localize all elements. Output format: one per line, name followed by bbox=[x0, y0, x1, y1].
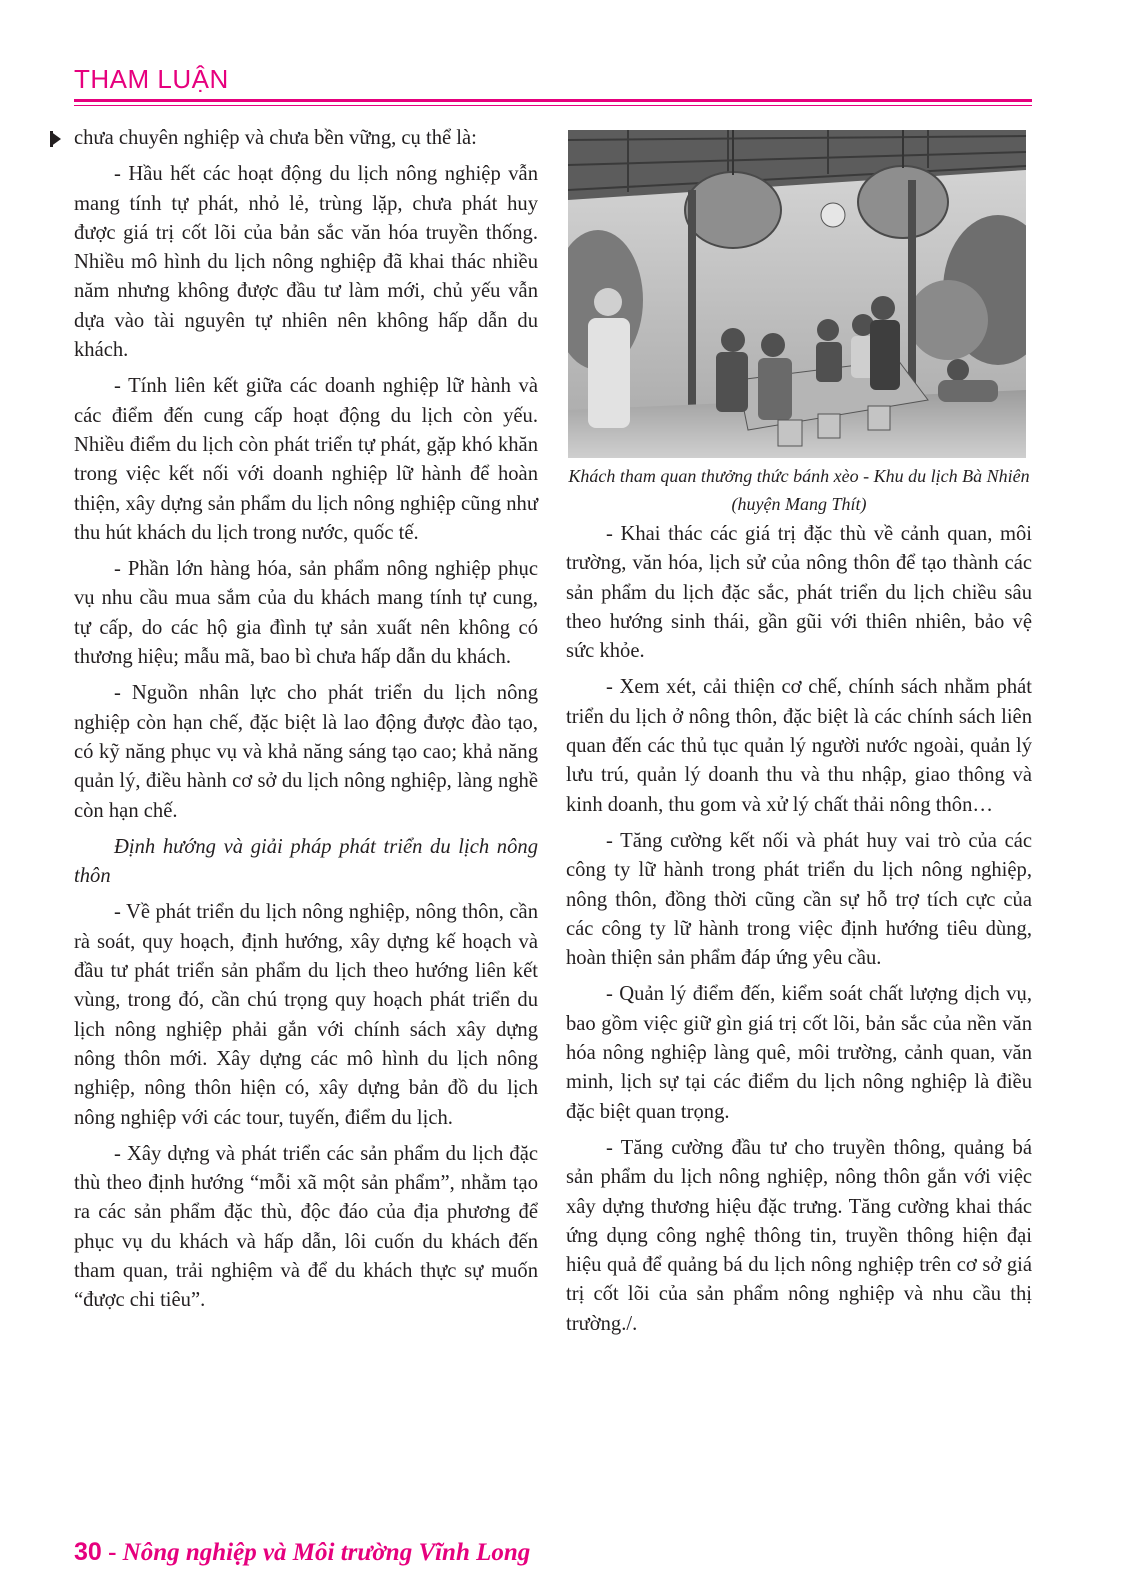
continuation-arrow-icon bbox=[50, 131, 61, 147]
paragraph: chưa chuyên nghiệp và chưa bền vững, cụ thể là: bbox=[74, 127, 477, 149]
footer-separator: - bbox=[101, 1539, 123, 1566]
subheading: Định hướng và giải pháp phát triển du lịch nông thôn bbox=[74, 835, 538, 888]
paragraph: - Về phát triển du lịch nông nghiệp, nông thôn, cần rà soát, quy hoạch, định hướng, xây dựng kế hoạch và đầu tư phát triển sản phẩm du lịch theo hướng liên kết vùng, trong đó, cần chú trọng quy hoạch phát triển du lịch nông nghiệp phải gắn với chính sách xây dựng nông thôn mới. Xây dựng các mô hình du lịch nông nghiệp, nông thôn hiện có, xây dựng bản đồ du lịch nông nghiệp với các tour, tuyến, điểm du lịch. bbox=[74, 901, 538, 1129]
header-rule-thin bbox=[74, 105, 1032, 106]
paragraph: - Khai thác các giá trị đặc thù về cảnh quan, môi trường, văn hóa, lịch sử của nông thôn để tạo thành các sản phẩm du lịch đặc sắc, phát triển du lịch chiều sâu theo hướng sinh thái, gần gũi với thiên nhiên, bảo vệ sức khỏe. bbox=[566, 523, 1032, 663]
magazine-name: Nông nghiệp và Môi trường Vĩnh Long bbox=[122, 1539, 531, 1566]
page-footer bbox=[74, 1538, 530, 1567]
paragraph: - Xây dựng và phát triển các sản phẩm du lịch đặc thù theo định hướng “mỗi xã một sản phẩm”, nhằm tạo ra các sản phẩm đặc thù, độc đáo của địa phương để phục vụ du khách và hấp dẫn, lôi cuốn du khách đến tham quan, trải nghiệm và để du khách thực sự muốn “được chi tiêu”. bbox=[74, 1142, 538, 1312]
paragraph: - Phần lớn hàng hóa, sản phẩm nông nghiệp phục vụ nhu cầu mua sắm của du khách mang tính tự cung, tự cấp, do các hộ gia đình tự sản xuất nên không có thương hiệu; mẫu mã, bao bì chưa hấp dẫn du khách. bbox=[74, 558, 538, 669]
right-column bbox=[566, 520, 1032, 1346]
paragraph: - Hầu hết các hoạt động du lịch nông nghiệp vẫn mang tính tự phát, nhỏ lẻ, trùng lặp, chưa phát huy được giá trị cốt lõi của bản sắc văn hóa truyền thống. Nhiều mô hình du lịch nông nghiệp đã khai thác nhiều năm nhưng không được đầu tư làm mới, chủ yếu vẫn dựa vào tài nguyên tự nhiên nên không hấp dẫn du khách. bbox=[74, 163, 538, 362]
paragraph: - Tăng cường đầu tư cho truyền thông, quảng bá sản phẩm du lịch nông nghiệp, nông thôn gắn với việc xây dựng thương hiệu đặc trưng. Tăng cường khai thác ứng dụng công nghệ thông tin, truyền thông hiện đại hiệu quả để quảng bá du lịch nông nghiệp trên cơ sở giá trị cốt lõi của sản phẩm nông nghiệp và nhu cầu thị trường./. bbox=[566, 1136, 1032, 1335]
paragraph: - Tăng cường kết nối và phát huy vai trò của các công ty lữ hành trong phát triển du lịch nông nghiệp, nông thôn, đồng thời cũng cần sự hỗ trợ tích cực của các công ty lữ hành trong việc định hướng tiêu dùng, hoàn thiện sản phẩm đáp ứng yêu cầu. bbox=[566, 829, 1032, 970]
section-title: THAM LUẬN bbox=[74, 64, 229, 94]
paragraph: - Nguồn nhân lực cho phát triển du lịch nông nghiệp còn hạn chế, đặc biệt là lao động được đào tạo, có kỹ năng phục vụ và khả năng sáng tạo cao; khả năng quản lý, điều hành cơ sở du lịch nông nghiệp, làng nghề còn hạn chế. bbox=[74, 682, 538, 822]
left-column bbox=[74, 124, 538, 1323]
paragraph: - Quản lý điểm đến, kiểm soát chất lượng dịch vụ, bao gồm việc giữ gìn giá trị cốt lõi, bản sắc của nền văn hóa nông nghiệp làng quê, môi trường, cảnh quan, văn minh, lịch sự tại các điểm du lịch nông nghiệp là điều đặc biệt quan trọng. bbox=[566, 983, 1032, 1123]
photo-illustration bbox=[568, 130, 1026, 458]
photo-caption: Khách tham quan thưởng thức bánh xèo - Khu du lịch Bà Nhiên (huyện Mang Thít) bbox=[568, 466, 1030, 514]
paragraph: - Tính liên kết giữa các doanh nghiệp lữ hành và các điểm đến cung cấp hoạt động du lịch còn yếu. Nhiều điểm du lịch còn phát triển tự phát, gặp khó khăn trong việc kết nối với doanh nghiệp lữ hành để hoàn thiện, xây dựng sản phẩm du lịch nông nghiệp cũng như thu hút khách du lịch trong nước, quốc tế. bbox=[74, 375, 538, 544]
paragraph: - Xem xét, cải thiện cơ chế, chính sách nhằm phát triển du lịch ở nông thôn, đặc biệt là các chính sách liên quan đến các thủ tục quản lý người nước ngoài, quản lý lưu trú, quản lý doanh thu và thu nhập, giao thông và kinh doanh, thu gom và xử lý chất thải nông thôn… bbox=[566, 676, 1032, 816]
page-number: 30 bbox=[74, 1538, 102, 1566]
article-photo bbox=[568, 130, 1026, 458]
header-rule bbox=[74, 99, 1032, 102]
